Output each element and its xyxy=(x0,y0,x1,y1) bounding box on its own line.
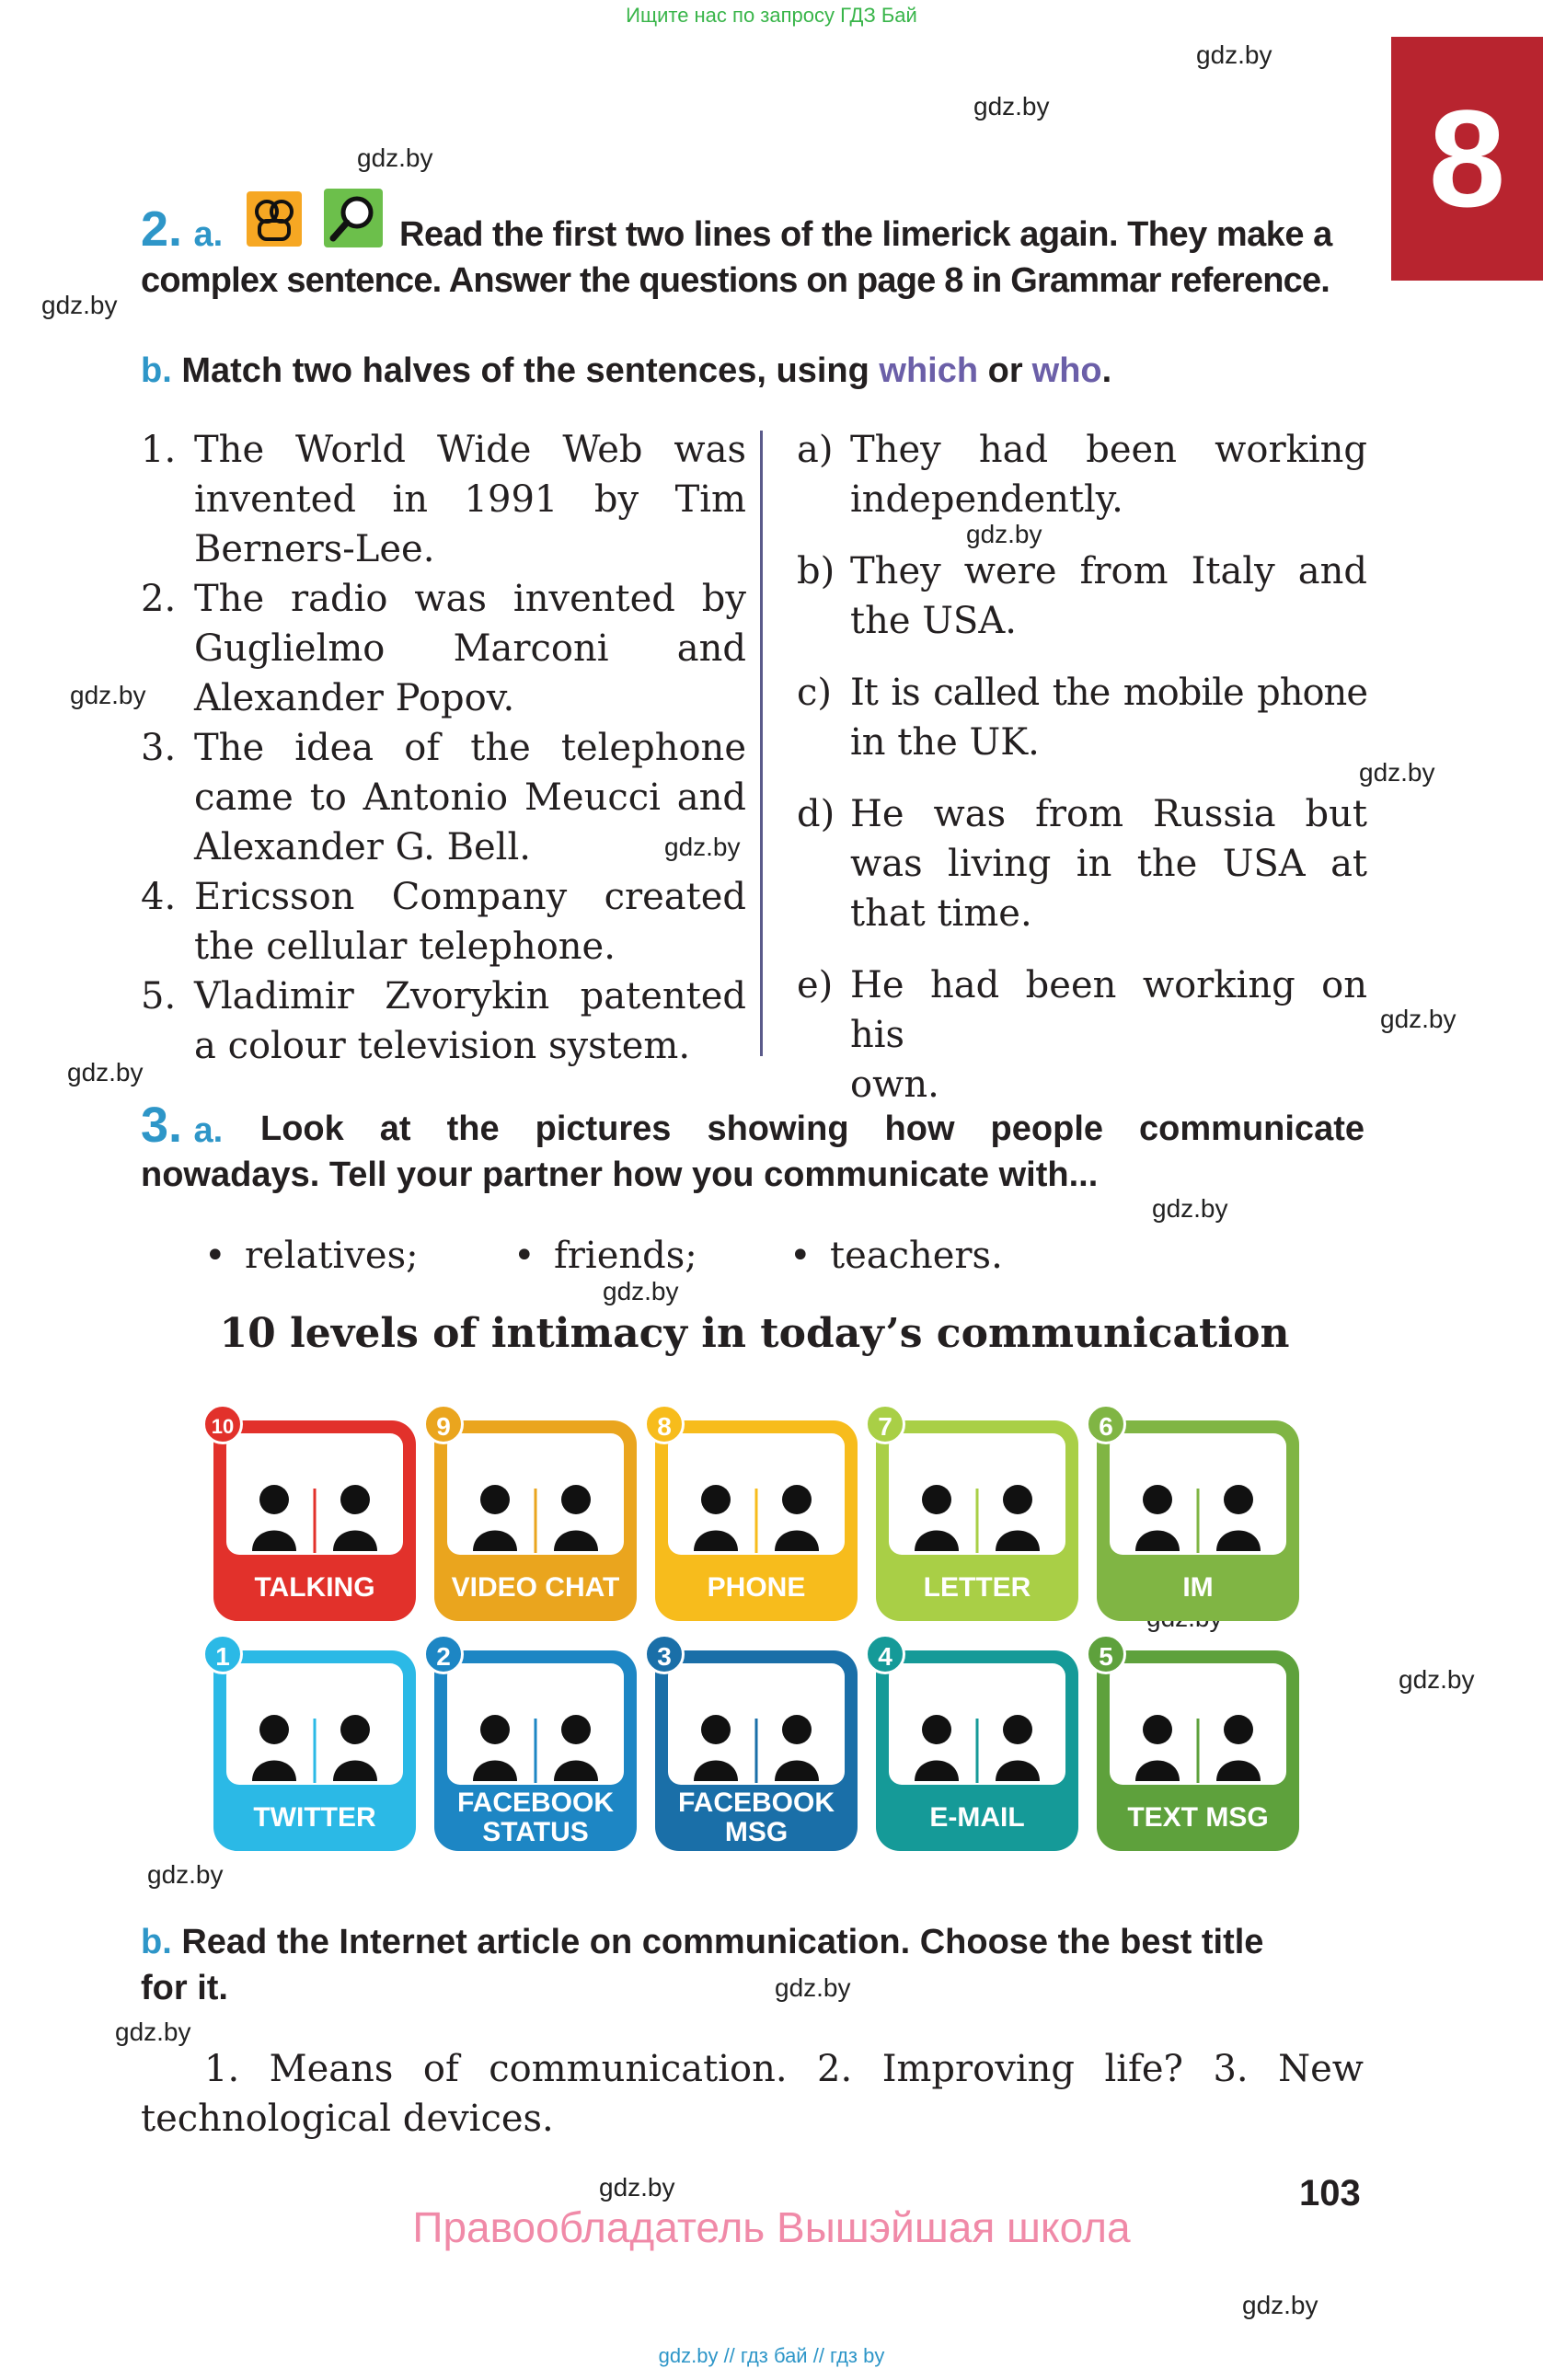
card-illustration xyxy=(1110,1663,1286,1785)
level-badge: 9 xyxy=(423,1404,464,1444)
item-number: 3. xyxy=(141,727,177,769)
instruction-text: . xyxy=(1101,351,1112,390)
card-text-msg xyxy=(1097,1650,1299,1851)
top-banner: Ищите нас по запросу ГДЗ Бай xyxy=(626,4,917,27)
card-label: TEXT MSG xyxy=(1127,1802,1269,1833)
bullet-item: teachers. xyxy=(830,1235,1003,1277)
watermark: gdz.by xyxy=(603,1277,679,1305)
bullet-item: friends; xyxy=(554,1235,697,1277)
watermark: gdz.by xyxy=(115,2018,191,2046)
card-illustration xyxy=(447,1663,624,1785)
magnifier-icon xyxy=(324,189,383,247)
watermark: gdz.by xyxy=(973,92,1050,121)
level-badge: 6 xyxy=(1086,1404,1126,1444)
card-label: FACEBOOK STATUS xyxy=(456,1788,614,1847)
watermark: gdz.by xyxy=(775,1973,851,2002)
card-illustration xyxy=(226,1663,403,1785)
card-illustration xyxy=(668,1663,845,1785)
item-letter: b) xyxy=(797,550,835,592)
card-label: E-MAIL xyxy=(929,1802,1025,1833)
bullet-list xyxy=(204,1231,1124,1286)
level-badge: 4 xyxy=(865,1634,905,1674)
level-badge: 5 xyxy=(1086,1634,1126,1674)
watermark: gdz.by xyxy=(1380,1005,1457,1033)
card-illustration xyxy=(226,1433,403,1555)
instruction-3a-line2: nowadays. Tell your partner how you communicate with... xyxy=(141,1156,1099,1194)
watermark: gdz.by xyxy=(67,1058,144,1087)
level-badge: 1 xyxy=(202,1634,243,1674)
exercise-letter: a. xyxy=(193,1111,224,1150)
card-label: FACEBOOK MSG xyxy=(677,1788,835,1847)
item-letter: d) xyxy=(797,793,835,835)
card-talking xyxy=(213,1420,416,1621)
exercise-letter: b. xyxy=(141,1923,172,1961)
footer: gdz.by // гдз бай // гдз by xyxy=(658,2344,885,2367)
card-label: LETTER xyxy=(923,1572,1031,1603)
watermark: gdz.by xyxy=(1399,1665,1475,1694)
card-e-mail xyxy=(876,1650,1078,1851)
exercise-number: 2. xyxy=(141,201,183,257)
card-im xyxy=(1097,1420,1299,1621)
card-illustration xyxy=(889,1433,1065,1555)
card-label: IM xyxy=(1182,1572,1214,1603)
instruction-text: Read the Internet article on communication. Choose the best title xyxy=(181,1923,1264,1961)
level-badge: 2 xyxy=(423,1634,464,1674)
item-text: He had been working on his own. xyxy=(850,964,1367,1106)
exercise-number: 3. xyxy=(141,1098,183,1153)
card-label: PHONE xyxy=(707,1572,806,1603)
item-letter: e) xyxy=(797,964,834,1006)
watermark: gdz.by xyxy=(41,291,118,319)
watermark: gdz.by xyxy=(1196,40,1272,69)
card-video-chat xyxy=(434,1420,637,1621)
item-text: They were from Italy and the USA. xyxy=(850,550,1367,642)
item-letter: a) xyxy=(797,429,834,471)
item-text: He was from Russia but was living in the USA at that time. xyxy=(850,793,1367,935)
titles-line1: 1. Means of communication. 2. Improving life? 3. New xyxy=(204,2048,1364,2090)
level-badge: 7 xyxy=(865,1404,905,1444)
instruction-2a-line2: complex sentence. Answer the questions on page 8 in Grammar reference. xyxy=(141,261,1330,300)
keyword-which: which xyxy=(879,351,979,390)
card-facebook-msg xyxy=(655,1650,858,1851)
bullet-icon: • xyxy=(789,1235,812,1277)
card-illustration xyxy=(668,1433,845,1555)
exercise-letter: b. xyxy=(141,351,172,390)
column-divider xyxy=(760,431,763,1056)
item-text: They had been working independently. xyxy=(850,429,1367,521)
chart-title: 10 levels of intimacy in today’s communication xyxy=(219,1310,1290,1357)
bullet-icon: • xyxy=(204,1235,226,1277)
instruction-3b-line2: for it. xyxy=(141,1969,228,2007)
card-illustration xyxy=(1110,1433,1286,1555)
card-facebook-status xyxy=(434,1650,637,1851)
level-badge: 3 xyxy=(644,1634,685,1674)
bullet-icon: • xyxy=(513,1235,535,1277)
instruction-3a-line1: Look at the pictures showing how people communicate xyxy=(260,1110,1365,1148)
watermark: gdz.by xyxy=(70,681,146,709)
instruction-text: or xyxy=(987,351,1023,390)
item-text: The World Wide Web was invented in 1991 by Tim Berners-Lee. xyxy=(194,429,746,570)
bullet-item: relatives; xyxy=(245,1235,419,1277)
item-number: 2. xyxy=(141,578,177,620)
item-text: It is called the mobile phone in the UK. xyxy=(850,672,1367,764)
instruction-text: Match two halves of the sentences, using xyxy=(181,351,869,390)
item-letter: c) xyxy=(797,672,833,714)
card-illustration xyxy=(447,1433,624,1555)
card-phone xyxy=(655,1420,858,1621)
card-twitter xyxy=(213,1650,416,1851)
page-number: 103 xyxy=(1299,2173,1361,2213)
item-text: Vladimir Zvorykin patented a colour television system. xyxy=(194,975,746,1067)
exercise-2 xyxy=(141,201,223,258)
watermark: gdz.by xyxy=(599,2173,675,2202)
card-illustration xyxy=(889,1663,1065,1785)
item-number: 4. xyxy=(141,876,177,918)
watermark: gdz.by xyxy=(147,1860,224,1889)
exercise-letter: a. xyxy=(193,215,224,254)
item-text: The radio was invented by Guglielmo Marconi and Alexander Popov. xyxy=(194,578,746,719)
instruction-3b-line1 xyxy=(141,1919,1263,1965)
keyword-who: who xyxy=(1031,351,1102,390)
watermark: gdz.by xyxy=(664,833,741,861)
titles-line2: technological devices. xyxy=(141,2098,554,2140)
level-badge: 10 xyxy=(202,1404,243,1444)
item-text: The idea of the telephone came to Antonio Meucci and Alexander G. Bell. xyxy=(194,727,746,868)
copyright: Правообладатель Вышэйшая школа xyxy=(412,2203,1131,2251)
watermark: gdz.by xyxy=(1359,758,1435,787)
exercise-3 xyxy=(141,1097,223,1154)
level-badge: 8 xyxy=(644,1404,685,1444)
card-label: TWITTER xyxy=(253,1802,376,1833)
item-number: 1. xyxy=(141,429,177,471)
watermark: gdz.by xyxy=(1242,2291,1318,2319)
card-label: VIDEO CHAT xyxy=(451,1572,620,1603)
card-letter xyxy=(876,1420,1078,1621)
instruction-2b xyxy=(141,348,1111,394)
watermark: gdz.by xyxy=(966,520,1042,548)
instruction-2a-line1: Read the first two lines of the limerick again. They make a xyxy=(399,215,1332,254)
card-label: TALKING xyxy=(254,1572,375,1603)
groupwork-icon xyxy=(247,191,302,247)
chapter-tab: 8 xyxy=(1391,37,1543,281)
item-text: Ericsson Company created the cellular telephone. xyxy=(194,876,746,968)
watermark: gdz.by xyxy=(1152,1194,1228,1223)
watermark: gdz.by xyxy=(357,144,433,172)
item-number: 5. xyxy=(141,975,177,1018)
